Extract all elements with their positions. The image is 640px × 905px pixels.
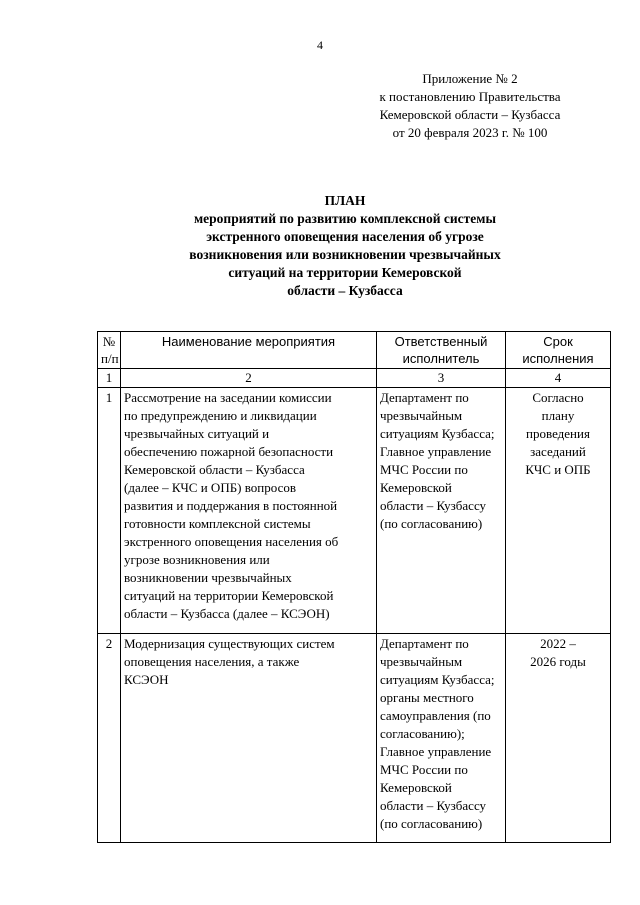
approval-line: Кемеровской области – Кузбасса <box>379 107 561 122</box>
row-executor: Департамент по чрезвычайным ситуациям Кузбасса; органы местного самоуправления (по согласованию); Главное управление МЧС России по Кемеровской области – Кузбассу (по согласованию) <box>377 634 506 843</box>
row-measure-name: Модернизация существующих систем оповещения населения, а также КСЭОН <box>121 634 377 843</box>
header-name: Наименование мероприятия <box>121 332 377 369</box>
row-number: 2 <box>98 634 121 843</box>
table-row <box>98 388 611 634</box>
column-index: 2 <box>121 369 377 388</box>
approval-line: Приложение № 2 <box>422 71 518 86</box>
header-executor: Ответственный исполнитель <box>377 332 506 369</box>
column-index: 3 <box>377 369 506 388</box>
row-term: 2022 – 2026 годы <box>506 634 611 843</box>
column-index: 1 <box>98 369 121 388</box>
approval-line: к постановлению Правительства <box>379 89 561 104</box>
title-line: ситуаций на территории Кемеровской <box>228 265 462 280</box>
title-line: экстренного оповещения населения об угрозе <box>206 229 484 244</box>
plan-table <box>97 331 611 843</box>
document-title <box>150 192 540 300</box>
column-index: 4 <box>506 369 611 388</box>
row-number: 1 <box>98 388 121 634</box>
title-line: мероприятий по развитию комплексной системы <box>193 211 496 226</box>
approval-line: от 20 февраля 2023 г. № 100 <box>392 125 548 140</box>
title-heading: ПЛАН <box>324 193 366 208</box>
table-header-row <box>98 332 611 369</box>
row-executor: Департамент по чрезвычайным ситуациям Кузбасса; Главное управление МЧС России по Кемеровской области – Кузбассу (по согласованию) <box>377 388 506 634</box>
approval-block <box>350 70 590 142</box>
header-term: Срок исполнения <box>506 332 611 369</box>
row-measure-name: Рассмотрение на заседании комиссии по предупреждению и ликвидации чрезвычайных ситуаций и обеспечению пожарной безопасности Кемеровской области – Кузбасса (далее – КЧС и ОПБ) вопросов развития и поддержания в постоянной готовности комплексной системы экстренного оповещения населения об угрозе возникновения или возникновении чрезвычайных ситуаций на территории Кемеровской области – Кузбасса (далее – КСЭОН) <box>121 388 377 634</box>
header-num: № п/п <box>98 332 121 369</box>
title-line: области – Кузбасса <box>287 283 403 298</box>
page-number: 4 <box>317 38 323 52</box>
row-term: Согласно плану проведения заседаний КЧС и ОПБ <box>506 388 611 634</box>
column-index-row <box>98 369 611 388</box>
table-row <box>98 634 611 843</box>
title-line: возникновения или возникновении чрезвычайных <box>189 247 501 262</box>
